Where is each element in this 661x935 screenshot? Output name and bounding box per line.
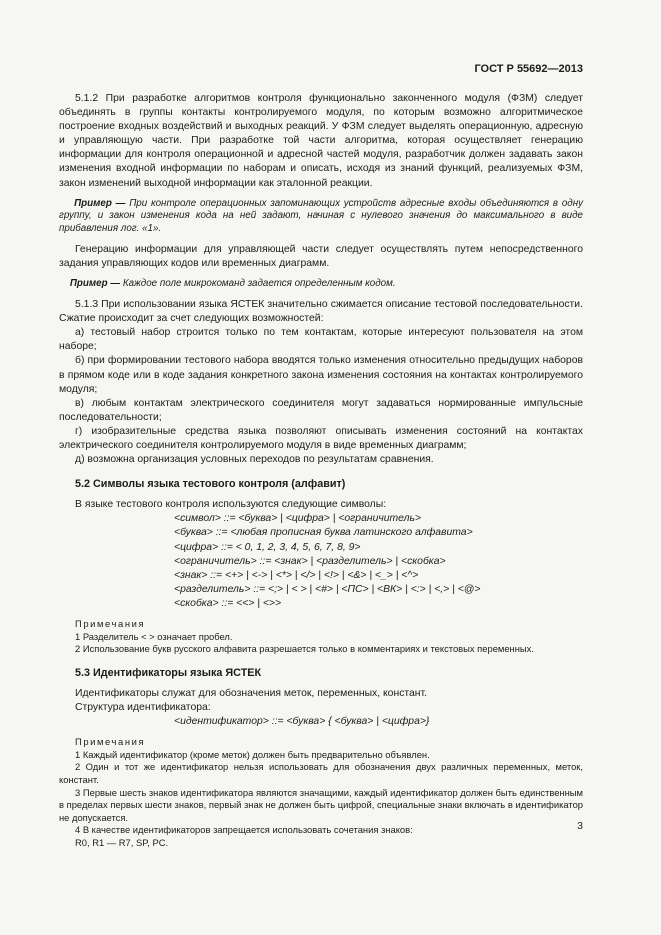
section-5-3-p2: Структура идентификатора: [75,701,211,713]
example-2 [59,278,583,291]
note-5-3-2: 2 Один и тот же идентификатор нельзя использовать для обозначения двух различных переменных, меток, констант. [59,761,583,785]
section-5-3-title: 5.3 Идентификаторы языка ЯСТЕК [75,666,262,679]
list-item-b: б) при формировании тестового набора вводятся только изменения относительно предыдущих наборов в прямом коде или в коде задания конкретного закона изменения состояния на контактах контролируемого модуля; [59,355,583,395]
identifier-formula: <идентификатор> ::= <буква> { <буква> | <цифра>} [174,716,430,728]
example-1-label: Пример — [74,197,126,209]
standard-number: ГОСТ Р 55692—2013 [474,63,583,75]
paragraph-5-1-3: 5.1.3 При использовании языка ЯСТЕК значительно сжимается описание тестовой последовательности. Сжатие происходит за счет следующих возможностей: [59,299,583,325]
note-5-2-2: 2 Использование букв русского алфавита разрешается только в комментариях и текстовых переменных. [75,643,534,655]
page-content [59,92,583,850]
example-2-text: Каждое поле микрокоманд задается определенным кодом. [120,278,396,290]
symbol-def-4: <ограничитель> ::= <знак> | <разделитель> | <скобка> [174,555,446,567]
symbol-def-7: <скобка> ::= <<> | <>> [174,597,282,609]
page-number: 3 [577,820,583,832]
section-5-2-title: 5.2 Символы языка тестового контроля (алфавит) [75,478,346,491]
note-5-2-1: 1 Разделитель < > означает пробел. [75,630,233,642]
example-1-text: При контроле операционных запоминающих устройств адресные входы объединяются в одну группу, и закон изменения кода на ней задают, начиная с нулевого значения до максимального в виде прибавления лог. «1». [59,197,583,235]
list-item-g: г) изобразительные средства языка позволяют описывать изменения состояний на контактах электрического соединителя контролируемого модуля в виде временных диаграмм; [59,425,583,451]
note-5-3-4: 4 В качестве идентификаторов запрещается использовать сочетания знаков: [75,824,413,836]
notes-title-5-3: Примечания [75,736,146,748]
paragraph-5-1-2: 5.1.2 При разработке алгоритмов контроля функционально законченного модуля (ФЗМ) следует объединять в группы контакты контролируемого модуля, по которым возможно алгоритмическое построение входных воздействий и выходных реакций. У ФЗМ следует выделять операционную, адресную и управляющую части. При разработке той части алгоритма, которая осуществляет генерацию информации для контроля операционной и адресной частей модуля, разработчик должен задавать закон изменения входной информации по наборам и описать, исходя из знаний функций, реализуемых ФЗМ, закон изменений выходной информации как эталонной реакции. [59,93,583,189]
section-5-3-p1: Идентификаторы служат для обозначения меток, переменных, констант. [75,687,428,699]
list-item-v: в) любым контактам электрического соединителя могут задаваться нормированные импульсные последовательности; [59,397,583,423]
note-5-3-1: 1 Каждый идентификатор (кроме меток) должен быть предварительно объявлен. [75,748,430,760]
note-5-3-3: 3 Первые шесть знаков идентификатора являются значащими, каждый идентификатор должен быть единственным в пределах первых шести знаков, первый знак не должен быть цифрой, специальные знаки включать в идентификатор не допускается. [59,786,583,823]
symbol-def-3: <цифра> ::= < 0, 1, 2, 3, 4, 5, 6, 7, 8, 9> [174,541,361,553]
example-2-label: Пример — [69,278,121,290]
notes-title-5-2: Примечания [75,618,146,629]
symbol-def-1: <символ> ::= <буква> | <цифра> | <ограничитель> [174,513,421,525]
paragraph-generation: Генерацию информации для управляющей части следует осуществлять путем непосредственного задания управляющих кодов или временных диаграмм. [59,244,583,270]
reserved-identifiers: R0, R1 — R7, SP, PC. [75,836,169,848]
symbol-def-5: <знак> ::= <+> | <-> | <*> | </> | <!> | <&> | <_> | <^> [174,569,419,581]
symbol-def-2: <буква> ::= <любая прописная буква латинского алфавита> [174,527,473,539]
list-item-a: а) тестовый набор строится только по тем контактам, которые интересуют пользователя на этом наборе; [59,327,583,353]
example-1 [59,198,583,236]
list-item-d: д) возможна организация условных переходов по результатам сравнения. [75,454,434,466]
section-5-2-intro: В языке тестового контроля используются следующие символы: [75,499,387,511]
symbol-def-6: <разделитель> ::= <;> | < > | <#> | <ПС> | <ВК> | <:> | <,> | <@> [174,583,481,595]
